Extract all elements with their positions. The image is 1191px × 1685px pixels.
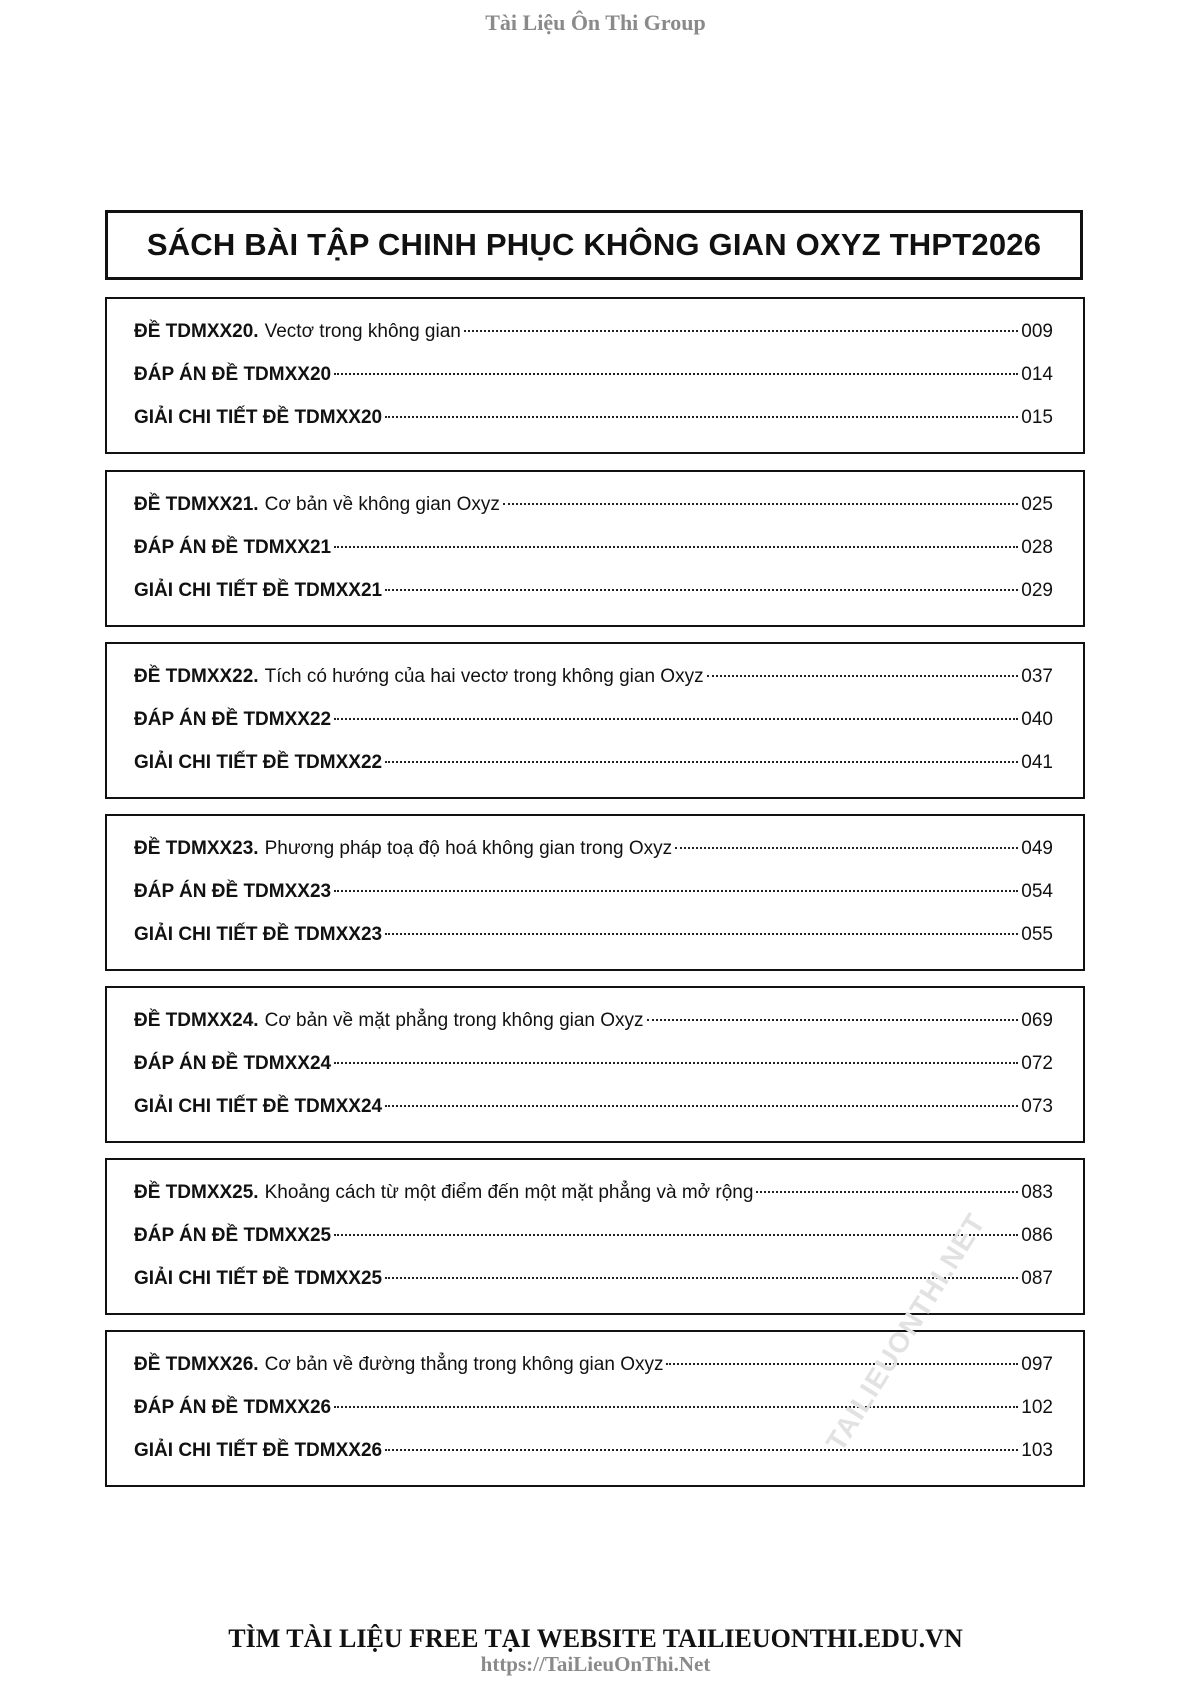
dot-leader [334, 1062, 1018, 1064]
toc-entry-label: ĐỀ TDMXX26. [134, 1354, 259, 1375]
toc-entry-label: ĐỀ TDMXX25. [134, 1182, 259, 1203]
toc-entry-label: ĐÁP ÁN ĐỀ TDMXX23 [134, 881, 332, 902]
toc-page-number: 040 [1021, 709, 1053, 730]
toc-entry-title: Tích có hướng của hai vectơ trong không gian Oxyz [264, 666, 704, 687]
toc-entry[interactable] [134, 924, 1053, 967]
toc-entry-label: ĐỀ TDMXX24. [134, 1010, 259, 1031]
dot-leader [334, 546, 1018, 548]
toc-entry-label: ĐÁP ÁN ĐỀ TDMXX22 [134, 709, 332, 730]
toc-page-number: 025 [1021, 494, 1053, 515]
footer-url[interactable]: https://TaiLieuOnThi.Net [480, 1652, 711, 1676]
toc-page-number: 097 [1021, 1354, 1053, 1375]
toc-entry-title: Cơ bản về đường thẳng trong không gian Oxyz [264, 1354, 664, 1375]
dot-leader [385, 416, 1018, 418]
dot-leader [334, 1234, 1018, 1236]
dot-leader [334, 1406, 1018, 1408]
toc-section [105, 1330, 1085, 1487]
toc-entry-label: ĐÁP ÁN ĐỀ TDMXX24 [134, 1053, 332, 1074]
toc-entry-label: GIẢI CHI TIẾT ĐỀ TDMXX22 [134, 752, 383, 773]
dot-leader [666, 1363, 1018, 1365]
toc-section [105, 642, 1085, 799]
toc-page-number: 014 [1021, 364, 1053, 385]
toc-entry-label: GIẢI CHI TIẾT ĐỀ TDMXX25 [134, 1268, 383, 1289]
dot-leader [334, 373, 1018, 375]
toc-entry[interactable] [134, 1397, 1053, 1440]
toc-entry[interactable] [134, 838, 1053, 881]
toc-page-number: 083 [1021, 1182, 1053, 1203]
toc-entry[interactable] [134, 1225, 1053, 1268]
toc-page-number: 069 [1021, 1010, 1053, 1031]
toc-entry-label: ĐÁP ÁN ĐỀ TDMXX20 [134, 364, 332, 385]
dot-leader [334, 718, 1018, 720]
dot-leader [647, 1019, 1019, 1021]
dot-leader [756, 1191, 1018, 1193]
toc-entry-label: ĐÁP ÁN ĐỀ TDMXX26 [134, 1397, 332, 1418]
toc-entry[interactable] [134, 407, 1053, 450]
toc-entry-title: Phương pháp toạ độ hoá không gian trong Oxyz [264, 838, 673, 859]
toc-page-number: 103 [1021, 1440, 1053, 1461]
title-box [105, 210, 1083, 280]
dot-leader [385, 589, 1018, 591]
dot-leader [385, 1105, 1018, 1107]
dot-leader [464, 330, 1018, 332]
toc-page-number: 054 [1021, 881, 1053, 902]
toc-page-number: 102 [1021, 1397, 1053, 1418]
toc-entry-title: Cơ bản về mặt phẳng trong không gian Oxyz [264, 1010, 644, 1031]
toc-page-number: 009 [1021, 321, 1053, 342]
toc-entry[interactable] [134, 321, 1053, 364]
footer-text: TÌM TÀI LIỆU FREE TẠI WEBSITE TAILIEUONTHI.EDU.VN [228, 1624, 963, 1653]
toc-entry[interactable] [134, 580, 1053, 623]
toc-page-number: 086 [1021, 1225, 1053, 1246]
toc-section [105, 986, 1085, 1143]
toc-entry[interactable] [134, 1053, 1053, 1096]
toc-entry[interactable] [134, 752, 1053, 795]
toc-entry[interactable] [134, 881, 1053, 924]
toc-entry-title: Khoảng cách từ một điểm đến một mặt phẳng và mở rộng [264, 1182, 754, 1203]
page-header: Tài Liệu Ôn Thi Group [485, 10, 706, 35]
toc-page-number: 072 [1021, 1053, 1053, 1074]
dot-leader [707, 675, 1019, 677]
toc-entry-label: ĐỀ TDMXX20. [134, 321, 259, 342]
toc-entry-label: ĐỀ TDMXX21. [134, 494, 259, 515]
toc-entry-label: ĐÁP ÁN ĐỀ TDMXX25 [134, 1225, 332, 1246]
toc-entry-label: ĐỀ TDMXX22. [134, 666, 259, 687]
toc-page-number: 087 [1021, 1268, 1053, 1289]
dot-leader [385, 1449, 1018, 1451]
toc-page-number: 073 [1021, 1096, 1053, 1117]
dot-leader [503, 503, 1018, 505]
toc-section [105, 814, 1085, 971]
toc-entry-label: GIẢI CHI TIẾT ĐỀ TDMXX24 [134, 1096, 383, 1117]
toc-entry-label: ĐỀ TDMXX23. [134, 838, 259, 859]
toc-page-number: 015 [1021, 407, 1053, 428]
toc-page-number: 049 [1021, 838, 1053, 859]
toc-entry-label: ĐÁP ÁN ĐỀ TDMXX21 [134, 537, 332, 558]
toc-entry[interactable] [134, 666, 1053, 709]
toc-entry[interactable] [134, 364, 1053, 407]
toc-entry-label: GIẢI CHI TIẾT ĐỀ TDMXX20 [134, 407, 383, 428]
toc-page-number: 028 [1021, 537, 1053, 558]
toc-entry-title: Vectơ trong không gian [264, 321, 461, 342]
toc-section [105, 297, 1085, 454]
toc-entry-title: Cơ bản về không gian Oxyz [264, 494, 500, 515]
toc-entry[interactable] [134, 1010, 1053, 1053]
toc-entry-label: GIẢI CHI TIẾT ĐỀ TDMXX21 [134, 580, 383, 601]
toc-entry[interactable] [134, 1440, 1053, 1483]
toc-page-number: 029 [1021, 580, 1053, 601]
dot-leader [334, 890, 1018, 892]
toc-entry[interactable] [134, 1354, 1053, 1397]
toc-section [105, 470, 1085, 627]
toc-page-number: 037 [1021, 666, 1053, 687]
book-title: SÁCH BÀI TẬP CHINH PHỤC KHÔNG GIAN OXYZ THPT2026 [146, 227, 1042, 262]
dot-leader [385, 761, 1018, 763]
dot-leader [675, 847, 1018, 849]
toc-entry-label: GIẢI CHI TIẾT ĐỀ TDMXX26 [134, 1440, 383, 1461]
toc-entry[interactable] [134, 1096, 1053, 1139]
toc-entry[interactable] [134, 494, 1053, 537]
dot-leader [385, 933, 1018, 935]
toc-entry[interactable] [134, 1182, 1053, 1225]
toc-entry-label: GIẢI CHI TIẾT ĐỀ TDMXX23 [134, 924, 383, 945]
toc-page-number: 041 [1021, 752, 1053, 773]
toc-entry[interactable] [134, 709, 1053, 752]
watermark: TAILIEUONTHI.NET [820, 1207, 992, 1457]
toc-page-number: 055 [1021, 924, 1053, 945]
toc-entry[interactable] [134, 537, 1053, 580]
